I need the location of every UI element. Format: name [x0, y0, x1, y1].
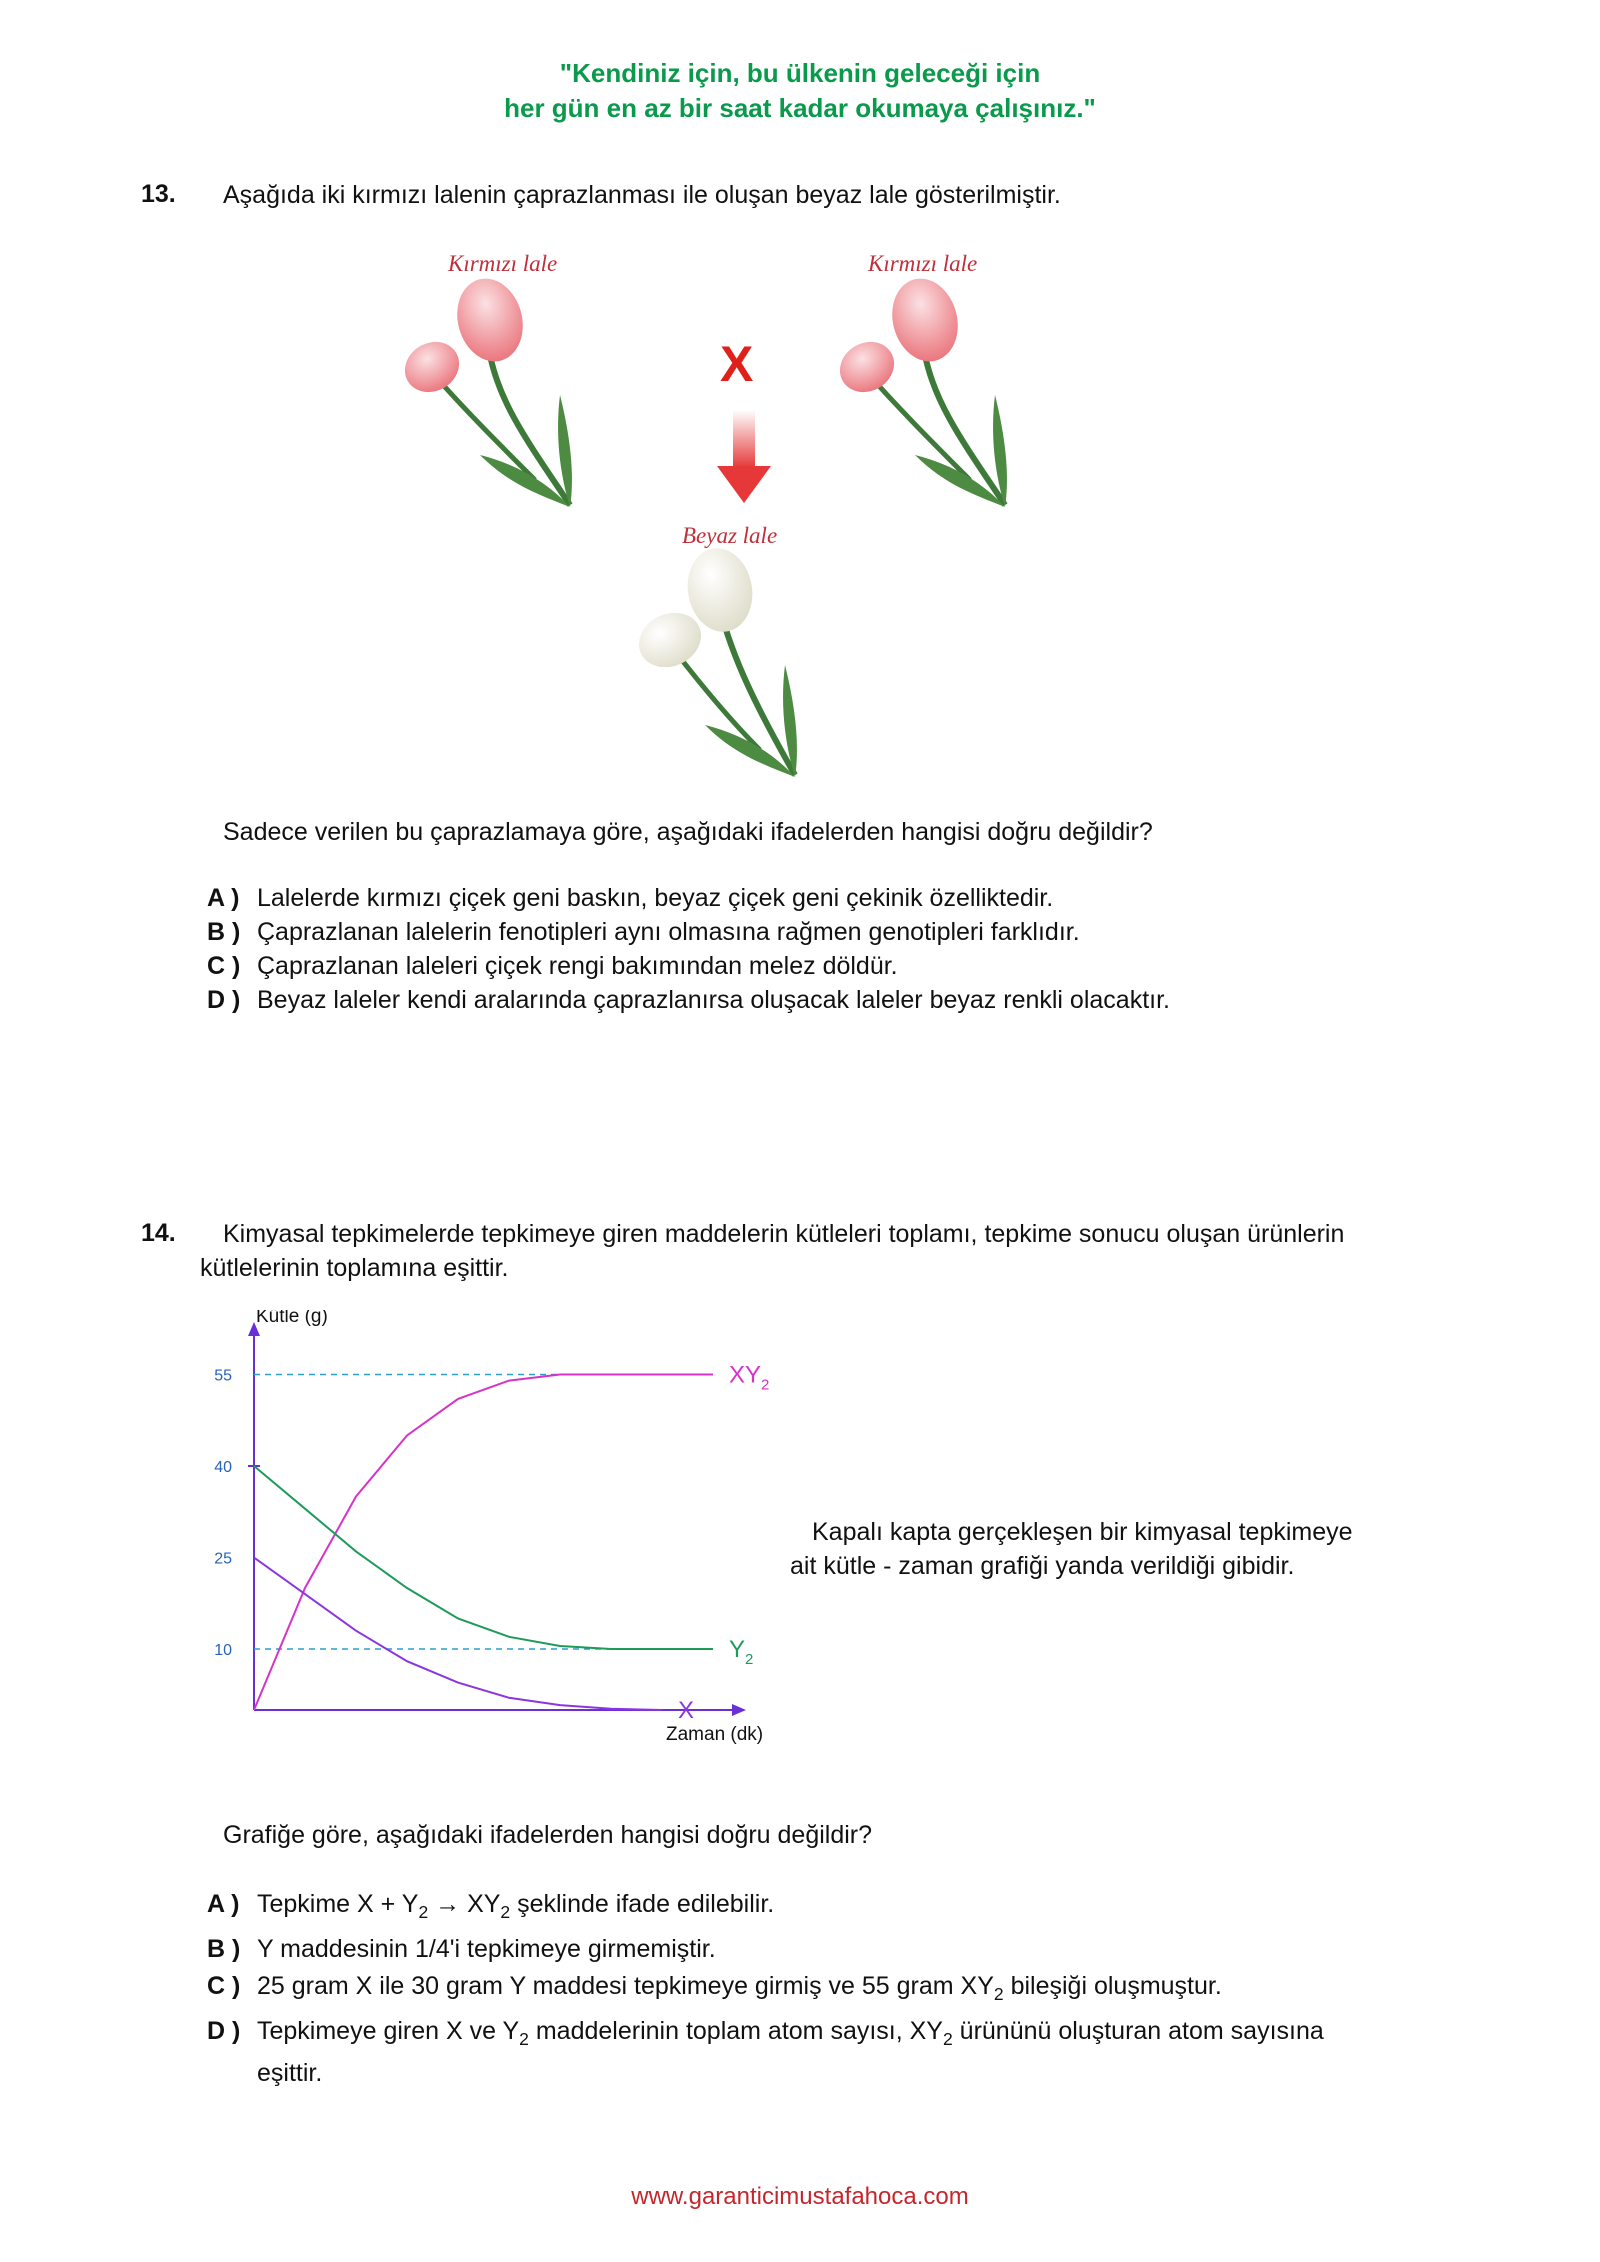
y-tick-label: 55 [214, 1367, 232, 1385]
chart-description-line-2: ait kütle - zaman grafiği yanda verildiği gibidir. [790, 1552, 1295, 1580]
left-red-tulip [396, 271, 572, 507]
subscript: 2 [993, 1984, 1004, 2004]
question-13-options [207, 881, 1170, 1017]
option-text: maddelerinin toplam atom sayısı, XY [528, 2017, 943, 2045]
option-text: Lalelerde kırmızı çiçek geni baskın, beyaz çiçek geni çekinik özelliktedir. [257, 884, 1054, 912]
option-letter: D ) [207, 2017, 241, 2045]
motto-line-2: her gün en az bir saat kadar okumaya çalışınız." [504, 93, 1096, 123]
option-text: bileşiği oluşmuştur. [1003, 1972, 1222, 2000]
x-axis-arrow-icon [732, 1704, 746, 1716]
question-14-text-line-2: kütlelerinin toplamına eşittir. [200, 1254, 509, 1282]
question-14-text-line-1: Kimyasal tepkimelerde tepkimeye giren maddelerin kütleleri toplamı, tepkime sonucu oluşan ürünlerin [223, 1220, 1345, 1248]
subscript: 2 [418, 1902, 429, 1922]
question-13-number: 13. [141, 180, 176, 208]
option-letter: B ) [207, 1935, 241, 1963]
y-tick-label: 25 [214, 1550, 232, 1568]
subscript: 2 [519, 2029, 529, 2049]
option-text: → XY [428, 1890, 501, 1918]
question-14-prompt: Grafiğe göre, aşağıdaki ifadelerden hangisi doğru değildir? [223, 1821, 873, 1849]
option-letter: A ) [207, 1890, 240, 1918]
right-red-tulip [831, 271, 1007, 507]
series-label-y: $Y_2$ [729, 1636, 754, 1668]
option-letter: D ) [207, 986, 241, 1014]
y-axis-label: Kütle (g) [256, 1310, 328, 1327]
mass-time-chart [190, 1310, 830, 1750]
option-13-d[interactable] [207, 983, 1170, 1017]
option-letter: C ) [207, 1972, 241, 2000]
cross-symbol: X [720, 336, 754, 392]
option-13-a[interactable] [207, 881, 1170, 915]
right-parent-label: Kırmızı lale [868, 251, 978, 276]
option-letter: A ) [207, 884, 240, 912]
left-parent-label: Kırmızı lale [448, 251, 558, 276]
option-text: Tepkime X + Y [257, 1890, 419, 1918]
option-text: Y maddesinin 1/4'i tepkimeye girmemiştir. [257, 1935, 716, 1963]
option-text: Beyaz laleler kendi aralarında çaprazlanırsa oluşacak laleler beyaz renkli olacaktır. [257, 986, 1170, 1014]
option-text: şeklinde ifade edilebilir. [510, 1890, 775, 1918]
offspring-label: Beyaz lale [682, 523, 778, 548]
option-text: Tepkimeye giren X ve Y [257, 2017, 520, 2045]
option-text: Çaprazlanan laleleri çiçek rengi bakımından melez döldür. [257, 952, 898, 980]
x-axis-label: Zaman (dk) [666, 1724, 764, 1745]
footer-url[interactable]: www.garanticimustafahoca.com [631, 2183, 969, 2210]
tulip-cross-figure [380, 245, 1030, 790]
question-14-options [207, 1887, 1324, 2090]
y-tick-label: 40 [214, 1459, 232, 1476]
series-line-x [254, 1558, 662, 1711]
question-14-number: 14. [141, 1219, 176, 1247]
chart-description-line-1: Kapalı kapta gerçekleşen bir kimyasal tepkimeye [812, 1518, 1353, 1546]
subscript: 2 [500, 1902, 511, 1922]
option-13-b[interactable] [207, 915, 1170, 949]
series-label-x: X [678, 1697, 695, 1724]
option-letter: B ) [207, 918, 241, 946]
option-13-c[interactable] [207, 949, 1170, 983]
series-label-xy: $XY_2$ [729, 1361, 770, 1394]
option-text: 25 gram X ile 30 gram Y maddesi tepkimeye girmiş ve 55 gram XY [257, 1972, 994, 2000]
down-arrow-icon [717, 410, 771, 503]
question-13-text: Aşağıda iki kırmızı lalenin çaprazlanması ile oluşan beyaz lale gösterilmiştir. [223, 181, 1061, 209]
y-tick-label: 10 [214, 1642, 232, 1659]
option-text: Çaprazlanan lalelerin fenotipleri aynı olmasına rağmen genotipleri farklıdır. [257, 918, 1080, 946]
option-text: ürününü oluşturan atom sayısına [952, 2017, 1324, 2045]
series-line-xy [254, 1375, 713, 1711]
option-14-c[interactable] [207, 1969, 1324, 2011]
white-tulip [630, 543, 797, 777]
option-14-b[interactable] [207, 1932, 1324, 1966]
option-14-d[interactable] [207, 2014, 1324, 2056]
option-14-a[interactable] [207, 1887, 1324, 1929]
option-letter: C ) [207, 952, 241, 980]
tulip-illustrations [380, 245, 1030, 790]
subscript: 2 [942, 2029, 953, 2049]
motto-line-1: "Kendiniz için, bu ülkenin geleceği için [559, 58, 1041, 88]
question-13-prompt: Sadece verilen bu çaprazlamaya göre, aşağıdaki ifadelerden hangisi doğru değildir? [223, 818, 1153, 846]
option-14-d-continued: eşittir. [257, 2059, 323, 2087]
